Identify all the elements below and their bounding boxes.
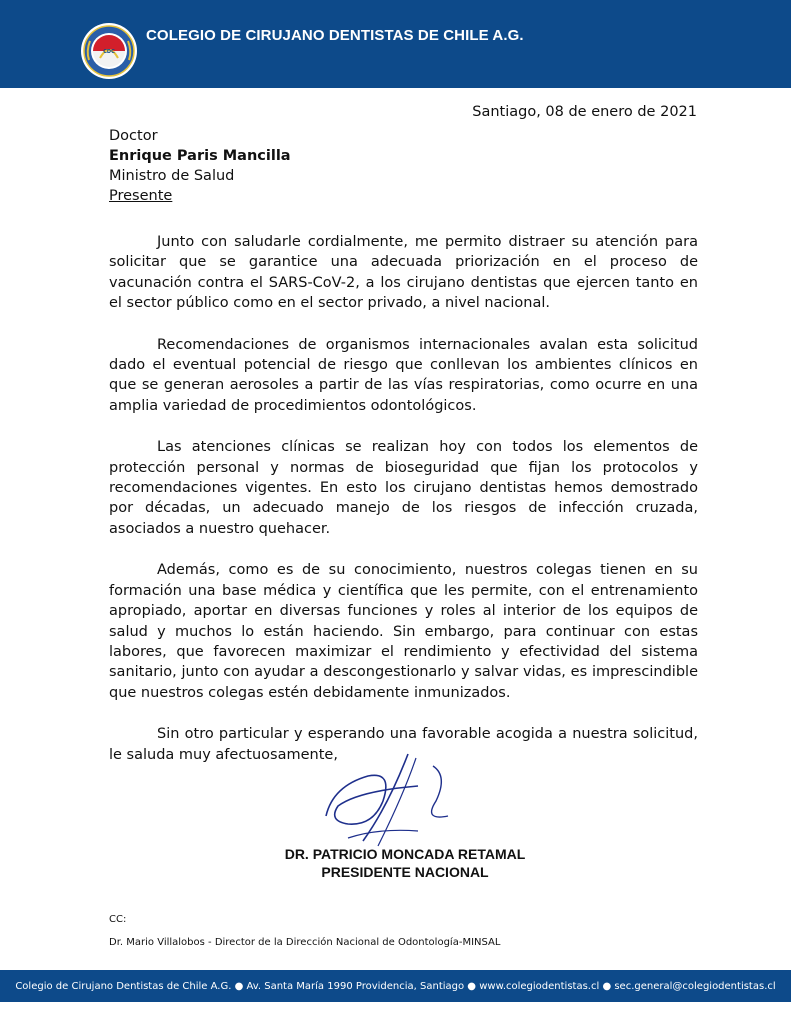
college-seal-icon [80,22,138,80]
svg-text:CDC: CDC [103,49,115,55]
addressee-name: Enrique Paris Mancilla [109,148,291,164]
cc-entry: Dr. Mario Villalobos - Director de la Dirección Nacional de Odontología-MINSAL [109,937,501,948]
body-paragraph: Además, como es de su conocimiento, nuestros colegas tienen en su formación una base médica y científica que les permite, con el entrenamiento apropiado, aportar en diversas funciones y roles al interior de los equipos de salud y muchos lo están haciendo. Sin embargo, para continuar con estas labores, que favorecen maximizar el rendimiento y efectividad del sistema sanitario, junto con ayudar a descongestionarlo y salvar vidas, es imprescindible que nuestros colegas estén debidamente inmunizados. [109,562,698,701]
signer-name: DR. PATRICIO MONCADA RETAMAL [284,846,526,862]
body-paragraph: Junto con saludarle cordialmente, me permito distraer su atención para solicitar que se garantice una adecuada priorización en el proceso de vacunación contra el SARS-CoV-2, a los cirujano dentistas que ejercen tanto en el sector público como en el sector privado, a nivel nacional. [109,234,698,312]
letterhead-band [0,0,791,88]
addressee-salutation: Doctor [109,128,158,144]
letter-body [109,232,698,786]
footer-band [0,970,791,1002]
organization-name: COLEGIO DE CIRUJANO DENTISTAS DE CHILE A.G. [146,27,524,44]
signer-block [200,845,610,881]
letter-date: Santiago, 08 de enero de 2021 [472,104,697,120]
body-paragraph: Recomendaciones de organismos internacionales avalan esta solicitud dado el eventual potencial de riesgo que conllevan los ambientes clínicos en que se generan aerosoles a partir de las vías respiratorias, como ocurre en una amplia variedad de procedimientos odontológicos. [109,336,698,414]
body-paragraph: Las atenciones clínicas se realizan hoy con todos los elementos de protección personal y normas de bioseguridad que fijan los protocolos y recomendaciones vigentes. En esto los cirujano dentistas hemos demostrado por décadas, un adecuado manejo de los riesgos de infección cruzada, asociados a nuestro quehacer. [109,439,698,537]
handwritten-signature-icon [308,746,458,856]
closing-paragraph: Sin otro particular y esperando una favorable acogida a nuestra solicitud, le saluda muy afectuosamente, [109,726,698,763]
addressee-block [109,126,291,206]
addressee-position: Ministro de Salud [109,168,235,184]
cc-label: CC: [109,914,127,925]
footer-contact-info: Colegio de Cirujano Dentistas de Chile A.G. ● Av. Santa María 1990 Providencia, Santiago ● www.colegiodentistas.cl ● sec.general@colegiodentistas.cl [15,980,776,992]
addressee-presente: Presente [109,188,173,204]
signer-title: PRESIDENTE NACIONAL [321,864,489,880]
